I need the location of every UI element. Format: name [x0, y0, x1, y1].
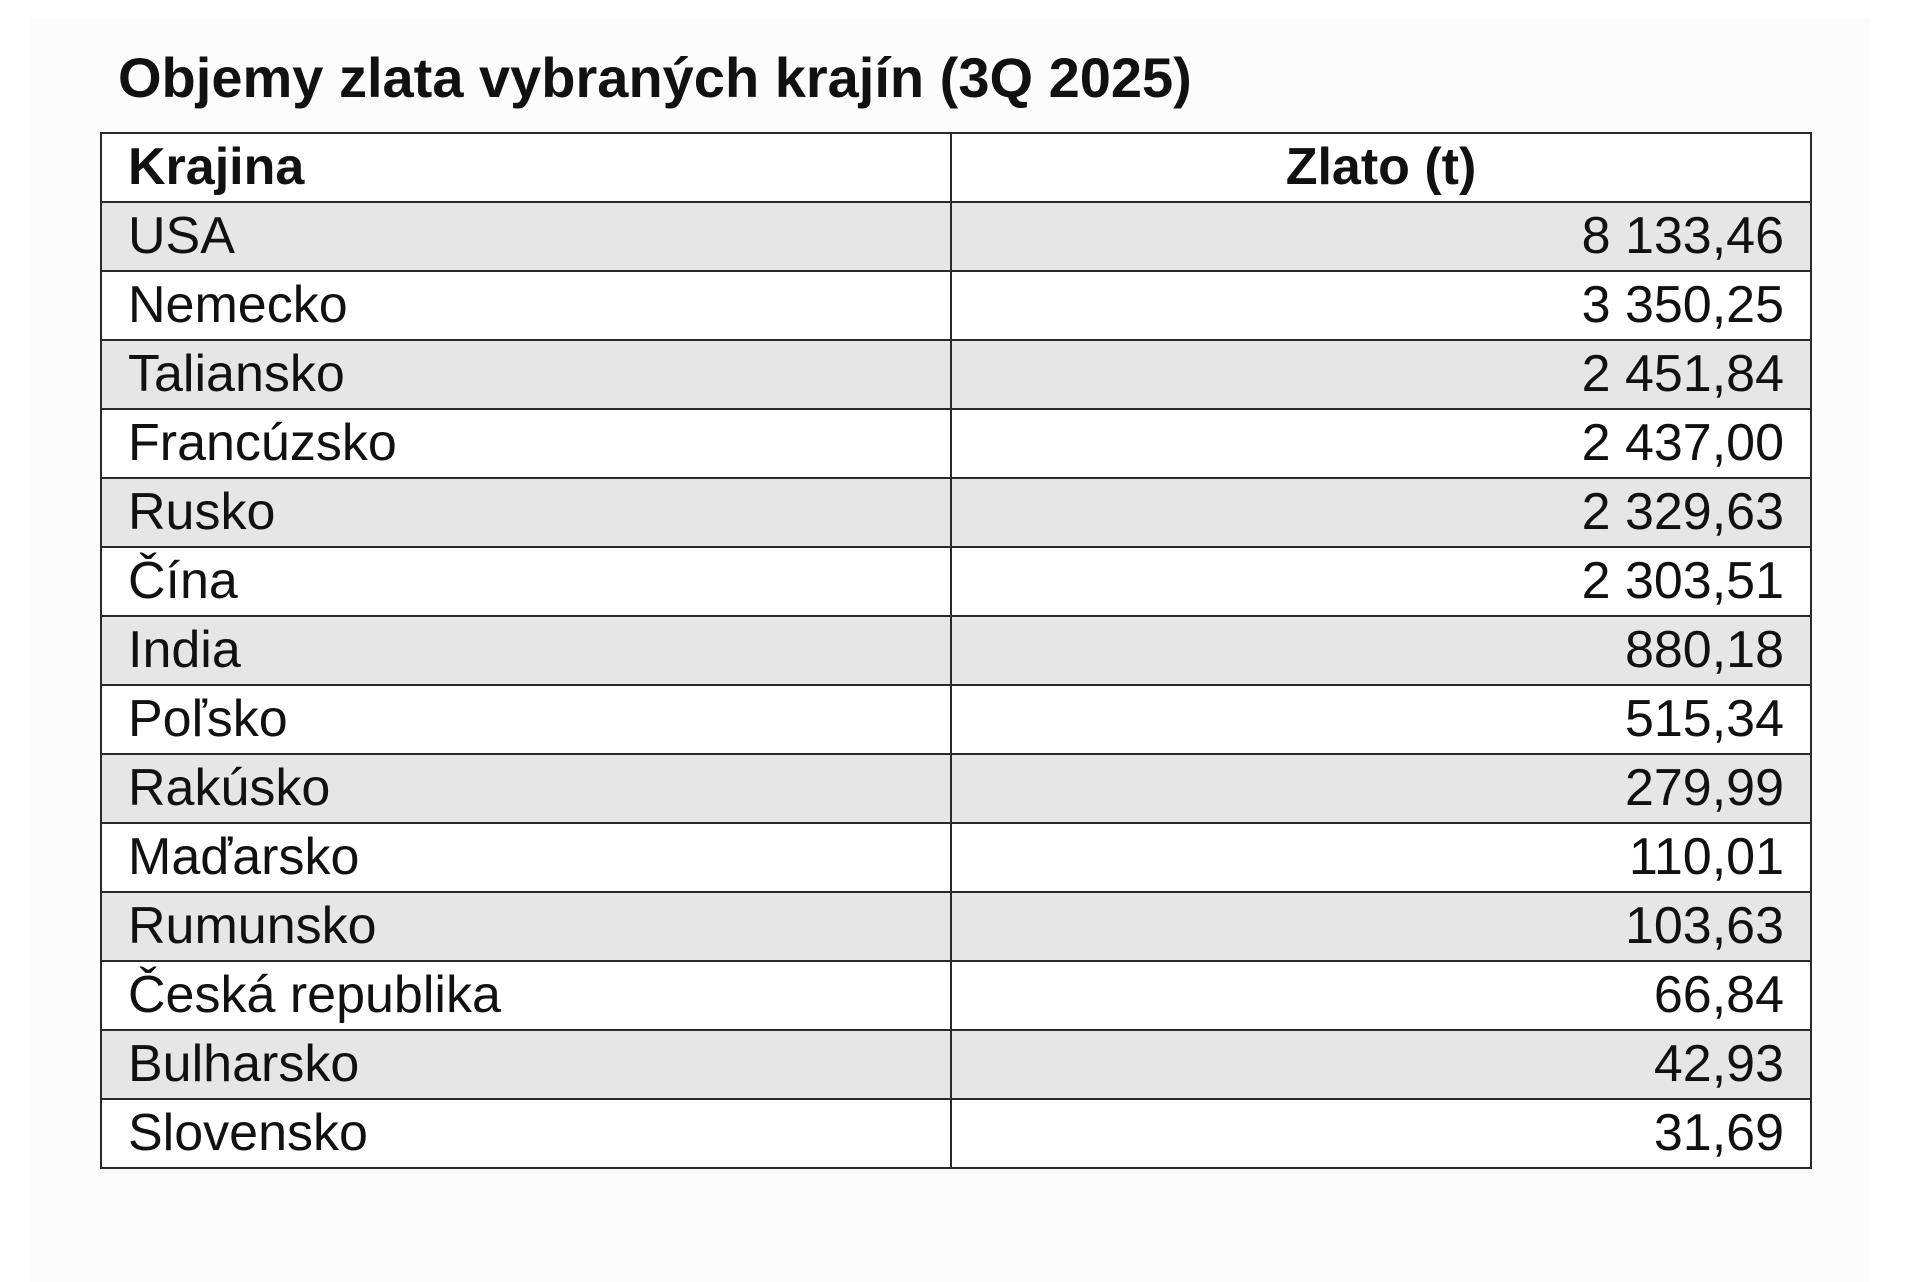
country-cell: Nemecko: [101, 271, 951, 340]
gold-value-cell: 42,93: [951, 1030, 1811, 1099]
table-row: [101, 1030, 1811, 1099]
gold-value-cell: 279,99: [951, 754, 1811, 823]
gold-value-cell: 2 451,84: [951, 340, 1811, 409]
country-cell: USA: [101, 202, 951, 271]
table-row: [101, 271, 1811, 340]
gold-value-cell: 2 329,63: [951, 478, 1811, 547]
table-row: [101, 409, 1811, 478]
table-title: Objemy zlata vybraných krajín (3Q 2025): [118, 46, 1192, 109]
country-cell: Francúzsko: [101, 409, 951, 478]
country-cell: Rakúsko: [101, 754, 951, 823]
table-row: [101, 1099, 1811, 1168]
table-row: [101, 340, 1811, 409]
gold-value-cell: 2 437,00: [951, 409, 1811, 478]
table-row: [101, 685, 1811, 754]
header-country: Krajina: [101, 133, 951, 202]
country-cell: Česká republika: [101, 961, 951, 1030]
table-row: [101, 202, 1811, 271]
country-cell: Taliansko: [101, 340, 951, 409]
country-cell: Rumunsko: [101, 892, 951, 961]
header-row: [101, 133, 1811, 202]
country-cell: Bulharsko: [101, 1030, 951, 1099]
table-row: [101, 754, 1811, 823]
gold-value-cell: 880,18: [951, 616, 1811, 685]
country-cell: Rusko: [101, 478, 951, 547]
table-row: [101, 823, 1811, 892]
header-gold: Zlato (t): [951, 133, 1811, 202]
gold-value-cell: 31,69: [951, 1099, 1811, 1168]
gold-reserves-table: [100, 132, 1812, 1169]
table-row: [101, 616, 1811, 685]
table-row: [101, 961, 1811, 1030]
country-cell: Čína: [101, 547, 951, 616]
table-row: [101, 547, 1811, 616]
gold-value-cell: 8 133,46: [951, 202, 1811, 271]
table-row: [101, 478, 1811, 547]
gold-value-cell: 110,01: [951, 823, 1811, 892]
country-cell: Slovensko: [101, 1099, 951, 1168]
gold-value-cell: 2 303,51: [951, 547, 1811, 616]
table-row: [101, 892, 1811, 961]
gold-value-cell: 103,63: [951, 892, 1811, 961]
gold-value-cell: 66,84: [951, 961, 1811, 1030]
country-cell: Maďarsko: [101, 823, 951, 892]
country-cell: India: [101, 616, 951, 685]
gold-value-cell: 515,34: [951, 685, 1811, 754]
country-cell: Poľsko: [101, 685, 951, 754]
gold-value-cell: 3 350,25: [951, 271, 1811, 340]
